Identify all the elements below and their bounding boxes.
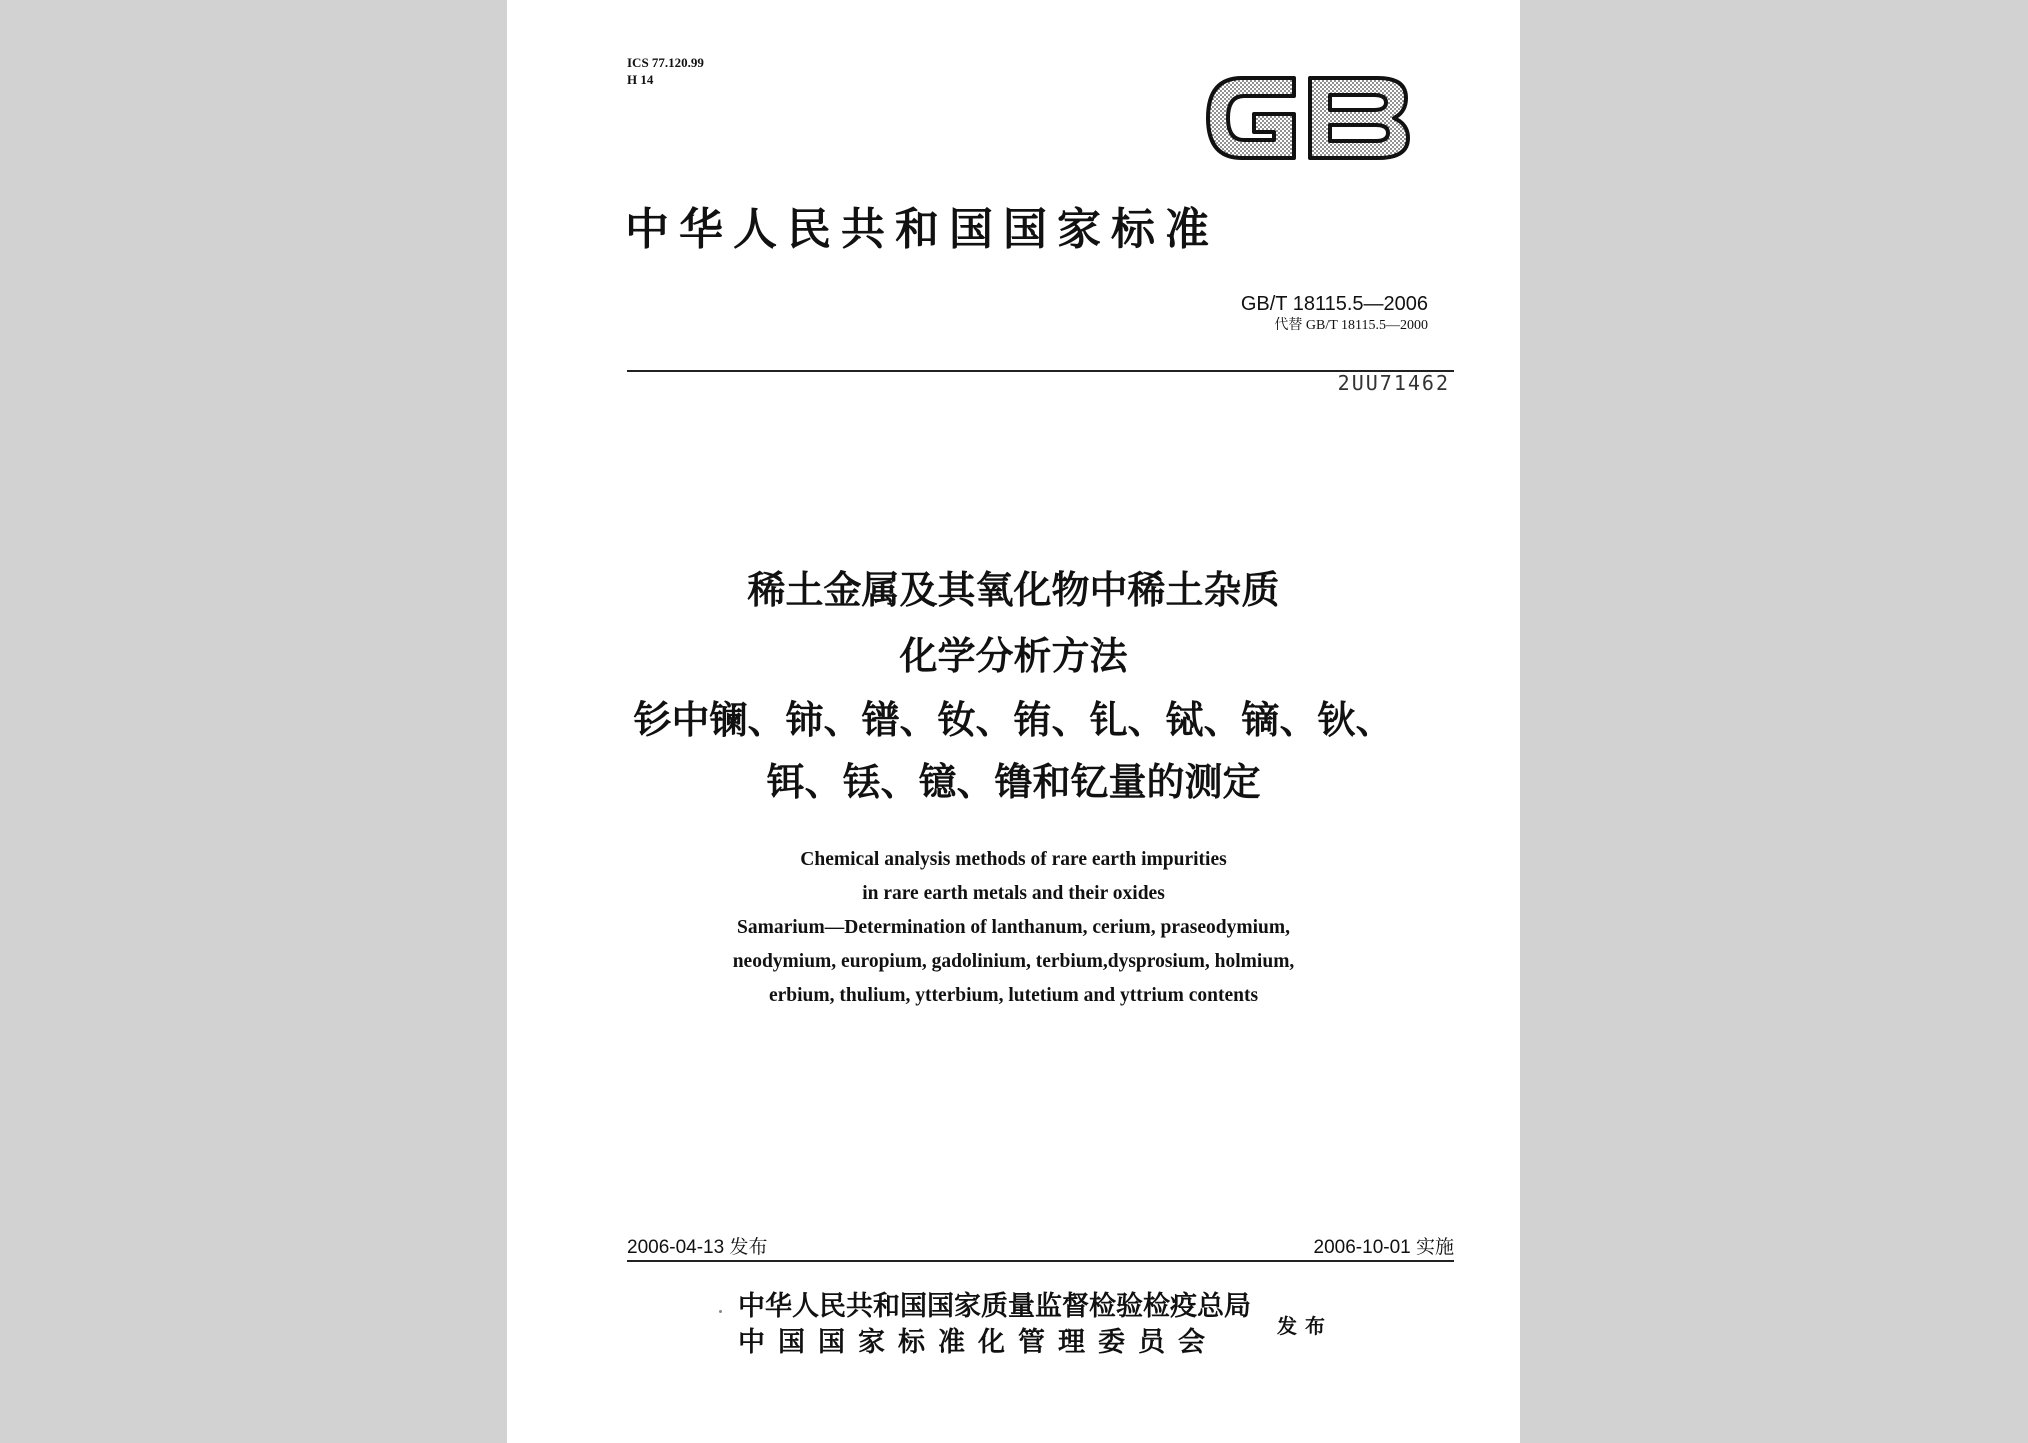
title-en-line-4: neodymium, europium, gadolinium, terbium,dysprosium, holmium,	[732, 951, 1295, 972]
title-cn-line-1: 稀土金属及其氧化物中稀土杂质	[747, 568, 1280, 612]
issuer-sac: 中国国家标准化管理委员会	[738, 1327, 1218, 1358]
ics-code: ICS 77.120.99	[627, 55, 704, 70]
title-en-line-1: Chemical analysis methods of rare earth impurities	[800, 849, 1227, 870]
gb-logo-icon	[1202, 68, 1412, 168]
title-en-line-3: Samarium—Determination of lanthanum, cerium, praseodymium,	[736, 917, 1291, 938]
archive-stamp: 2UU71462	[1337, 371, 1450, 395]
implementation-date: 2006-10-01 实施	[1313, 1237, 1454, 1258]
standard-number: GB/T 18115.5—2006	[1240, 293, 1428, 315]
title-cn-line-2: 化学分析方法	[899, 634, 1128, 678]
issue-date: 2006-04-13 发布	[627, 1237, 768, 1258]
title-en-line-5: erbium, thulium, ytterbium, lutetium and yttrium contents	[768, 985, 1259, 1006]
top-divider	[627, 370, 1454, 372]
ccs-code: H 14	[627, 72, 654, 87]
publish-label: 发布	[1277, 1314, 1333, 1338]
bottom-divider	[627, 1260, 1454, 1262]
scan-speck	[719, 1310, 722, 1313]
document-page	[507, 0, 1520, 1443]
title-cn-line-4: 铒、铥、镱、镥和钇量的测定	[766, 760, 1261, 804]
classification-codes	[627, 54, 704, 88]
issuer-aqsiq: 中华人民共和国国家质量监督检验检疫总局	[738, 1291, 1251, 1322]
country-standard-title: 中华人民共和国国家标准	[625, 204, 1219, 255]
title-cn-line-3: 钐中镧、铈、镨、钕、铕、钆、铽、镝、钬、	[633, 698, 1394, 742]
replaced-standard: 代替 GB/T 18115.5—2000	[1274, 318, 1428, 333]
title-en-line-2: in rare earth metals and their oxides	[862, 883, 1165, 904]
